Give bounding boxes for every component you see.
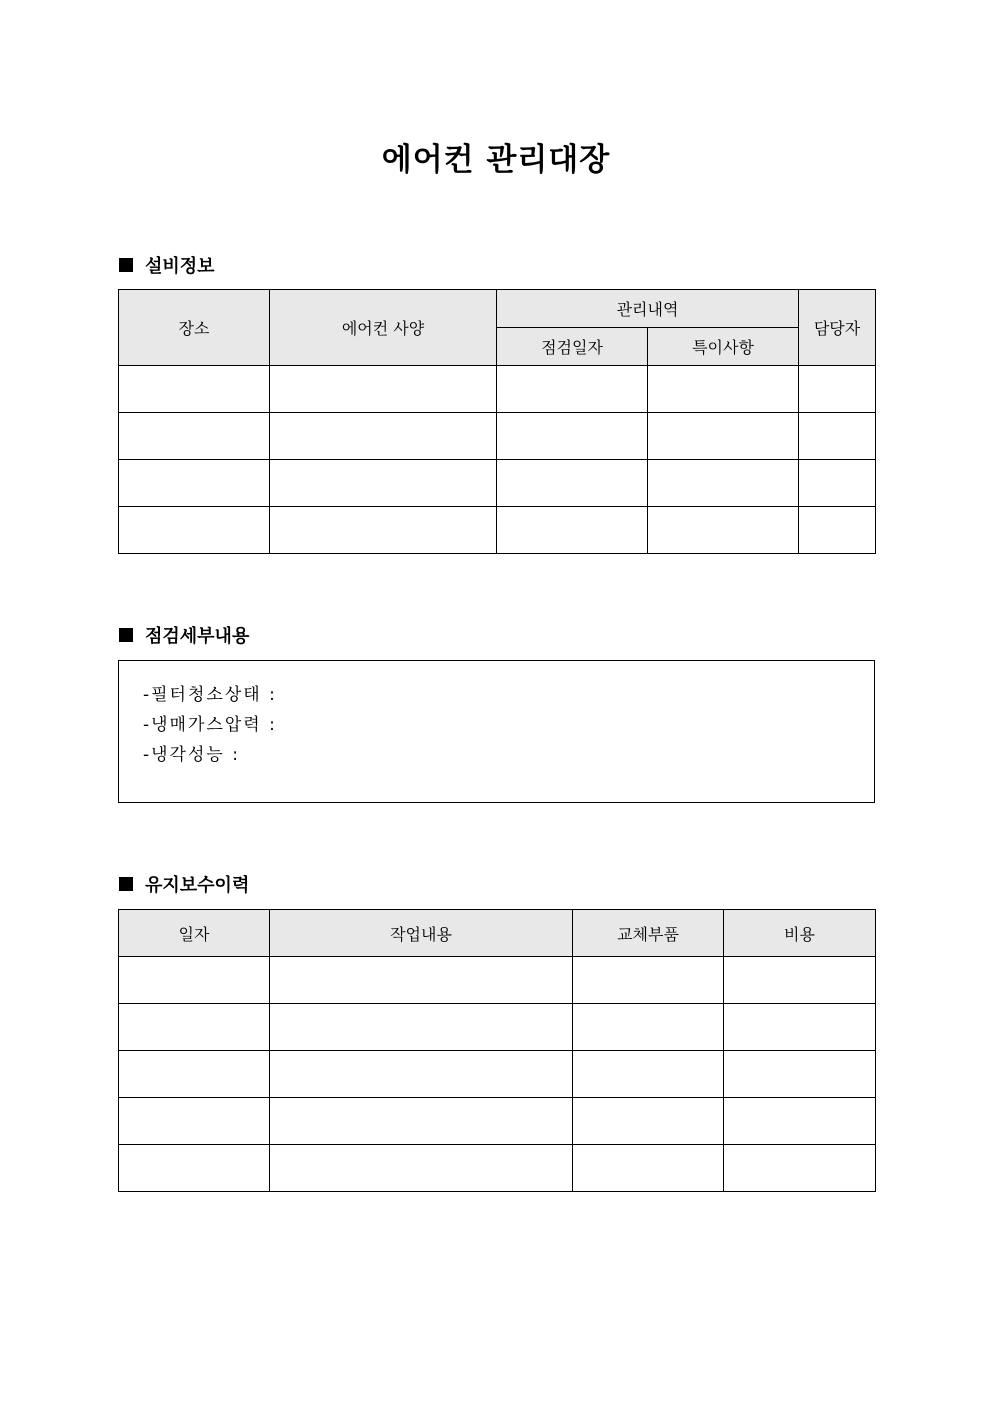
table-cell[interactable]	[497, 507, 648, 554]
page-title: 에어컨 관리대장	[381, 142, 611, 178]
table-row	[119, 460, 876, 507]
table-cell[interactable]	[270, 1145, 573, 1192]
table-cell[interactable]	[724, 1004, 876, 1051]
table-cell[interactable]	[270, 957, 573, 1004]
detail-cooling-performance[interactable]: -냉각성능 :	[143, 745, 240, 765]
table-cell[interactable]	[119, 1098, 270, 1145]
table-cell[interactable]	[270, 1051, 573, 1098]
section-heading-label: 유지보수이력	[145, 875, 250, 896]
table-row	[119, 1051, 876, 1098]
table-cell[interactable]	[119, 1145, 270, 1192]
table-cell[interactable]	[724, 957, 876, 1004]
table-cell[interactable]	[724, 1098, 876, 1145]
detail-filter-cleaning[interactable]: -필터청소상태 :	[143, 685, 277, 705]
table-row	[119, 957, 876, 1004]
table-cell[interactable]	[799, 460, 876, 507]
table-cell[interactable]	[119, 460, 270, 507]
table-cell[interactable]	[799, 366, 876, 413]
header-work-content: 작업내용	[270, 910, 573, 957]
table-cell[interactable]	[573, 957, 724, 1004]
square-bullet-icon	[119, 877, 133, 891]
table-cell[interactable]	[119, 1051, 270, 1098]
table-row	[119, 507, 876, 554]
header-management: 관리내역	[497, 290, 799, 328]
table-cell[interactable]	[573, 1145, 724, 1192]
table-row	[119, 413, 876, 460]
header-manager: 담당자	[799, 290, 876, 366]
section-heading-equipment	[119, 253, 215, 277]
header-replaced-parts: 교체부품	[573, 910, 724, 957]
equipment-table	[118, 289, 876, 554]
table-row	[119, 1145, 876, 1192]
table-cell[interactable]	[497, 413, 648, 460]
header-inspection-date: 점검일자	[497, 328, 648, 366]
table-cell[interactable]	[270, 1004, 573, 1051]
table-cell[interactable]	[573, 1098, 724, 1145]
section-heading-inspection	[119, 623, 249, 647]
table-cell[interactable]	[497, 366, 648, 413]
square-bullet-icon	[119, 258, 133, 272]
table-cell[interactable]	[573, 1051, 724, 1098]
table-cell[interactable]	[648, 460, 799, 507]
table-cell[interactable]	[724, 1051, 876, 1098]
table-cell[interactable]	[119, 507, 270, 554]
table-cell[interactable]	[270, 460, 497, 507]
table-cell[interactable]	[724, 1145, 876, 1192]
header-spec: 에어컨 사양	[270, 290, 497, 366]
table-cell[interactable]	[799, 507, 876, 554]
header-location: 장소	[119, 290, 270, 366]
square-bullet-icon	[119, 628, 133, 642]
section-heading-label: 점검세부내용	[145, 626, 250, 647]
header-remarks: 특이사항	[648, 328, 799, 366]
table-cell[interactable]	[573, 1004, 724, 1051]
table-cell[interactable]	[648, 366, 799, 413]
table-cell[interactable]	[799, 413, 876, 460]
table-row	[119, 1098, 876, 1145]
table-row	[119, 1004, 876, 1051]
inspection-details-box	[118, 660, 875, 803]
table-cell[interactable]	[270, 413, 497, 460]
table-cell[interactable]	[648, 507, 799, 554]
section-heading-maintenance	[119, 872, 249, 896]
table-cell[interactable]	[270, 507, 497, 554]
table-cell[interactable]	[119, 1004, 270, 1051]
table-cell[interactable]	[270, 366, 497, 413]
maintenance-table	[118, 909, 876, 1192]
table-cell[interactable]	[119, 413, 270, 460]
table-cell[interactable]	[648, 413, 799, 460]
table-cell[interactable]	[119, 957, 270, 1004]
table-row	[119, 366, 876, 413]
table-cell[interactable]	[119, 366, 270, 413]
detail-refrigerant-pressure[interactable]: -냉매가스압력 :	[143, 715, 277, 735]
table-cell[interactable]	[270, 1098, 573, 1145]
table-cell[interactable]	[497, 460, 648, 507]
header-date: 일자	[119, 910, 270, 957]
section-heading-label: 설비정보	[145, 256, 215, 277]
header-cost: 비용	[724, 910, 876, 957]
